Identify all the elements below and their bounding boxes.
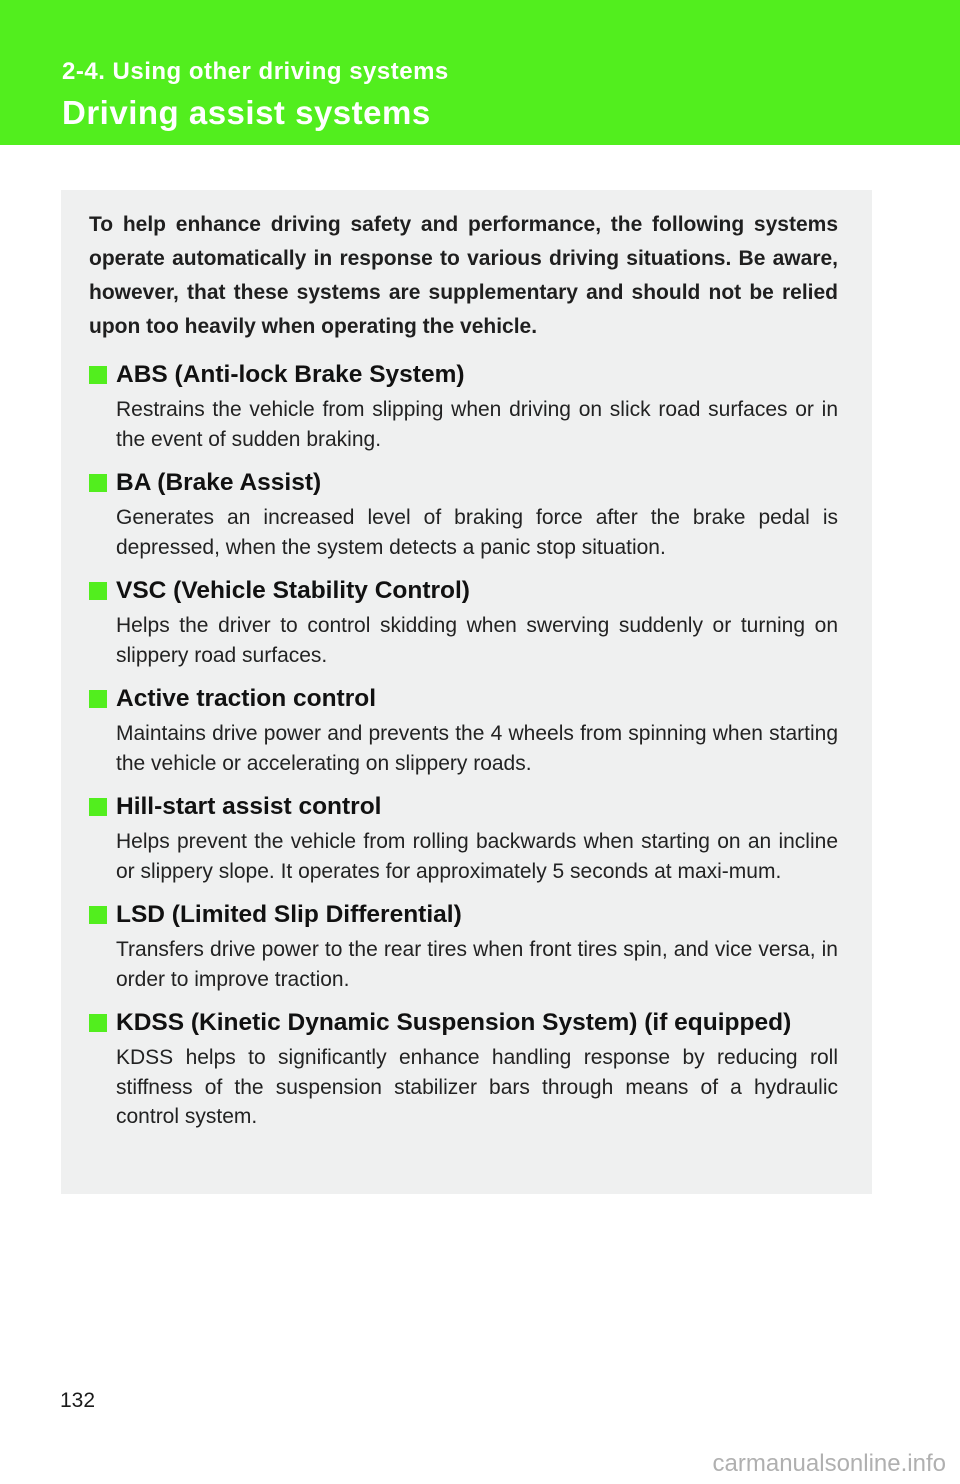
page-title: Driving assist systems — [62, 94, 431, 131]
item-lsd — [89, 898, 838, 994]
green-square-bullet-icon — [89, 366, 107, 384]
item-heading: KDSS (Kinetic Dynamic Suspension System) (if equipped) — [116, 1009, 792, 1036]
watermark: carmanualsonline.info — [712, 1450, 946, 1477]
item-heading: ABS (Anti-lock Brake System) — [116, 361, 465, 388]
green-square-bullet-icon — [89, 690, 107, 708]
item-heading: Hill-start assist control — [116, 793, 382, 820]
green-square-bullet-icon — [89, 474, 107, 492]
item-description: Generates an increased level of braking force after the brake pedal is depressed, when the system detects a panic stop situation. — [116, 506, 838, 559]
section-label: 2-4. Using other driving systems — [62, 58, 449, 85]
item-vsc — [89, 574, 838, 670]
page-number: 132 — [60, 1389, 96, 1412]
item-heading: VSC (Vehicle Stability Control) — [116, 577, 470, 604]
item-description: Restrains the vehicle from slipping when driving on slick road surfaces or in the event of sudden braking. — [116, 398, 838, 451]
green-square-bullet-icon — [89, 1014, 107, 1032]
item-description: KDSS helps to significantly enhance handling response by reducing roll stiffness of the suspension stabilizer bars through means of a hydraulic control system. — [116, 1046, 838, 1128]
header-bar — [0, 0, 960, 145]
item-description: Maintains drive power and prevents the 4 wheels from spinning when starting the vehicle or accelerating on slippery roads. — [116, 722, 838, 775]
intro-paragraph: To help enhance driving safety and performance, the following systems operate automatically in response to various driving situations. Be aware, however, that these systems are supplementary and should not be relied upon too heavily when operating the vehicle. — [89, 213, 838, 338]
item-abs — [89, 358, 838, 454]
content-panel — [61, 190, 872, 1194]
item-description: Helps prevent the vehicle from rolling backwards when starting on an incline or slippery slope. It operates for approximately 5 seconds at maxi-mum. — [116, 830, 838, 883]
green-square-bullet-icon — [89, 582, 107, 600]
item-kdss — [89, 1006, 838, 1132]
green-square-bullet-icon — [89, 906, 107, 924]
item-active-traction-control — [89, 682, 838, 778]
item-heading: LSD (Limited Slip Differential) — [116, 901, 462, 928]
green-square-bullet-icon — [89, 798, 107, 816]
item-ba — [89, 466, 838, 562]
item-heading: Active traction control — [116, 685, 377, 712]
item-hill-start-assist — [89, 790, 838, 886]
item-heading: BA (Brake Assist) — [116, 469, 322, 496]
item-description: Helps the driver to control skidding when swerving suddenly or turning on slippery road surfaces. — [116, 614, 838, 667]
item-description: Transfers drive power to the rear tires when front tires spin, and vice versa, in order to improve traction. — [116, 938, 838, 991]
